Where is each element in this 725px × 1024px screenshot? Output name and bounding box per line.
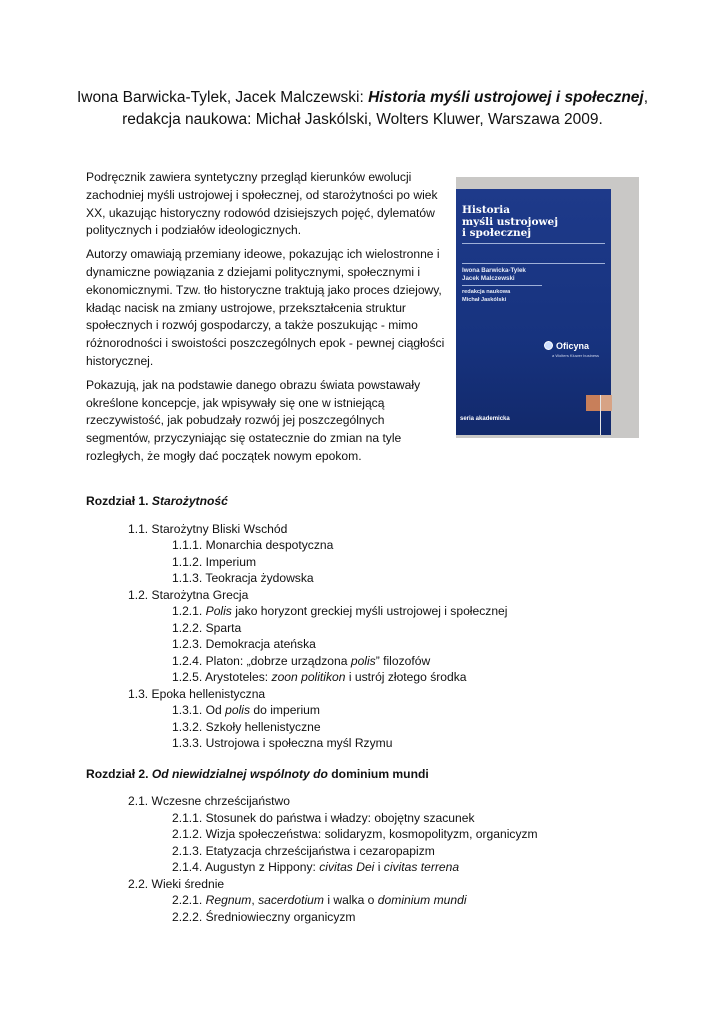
publisher-tagline: a Wolters Kluwer business xyxy=(552,353,600,358)
title-comma: , xyxy=(643,89,649,106)
cover-authors xyxy=(462,267,526,283)
toc-text: , xyxy=(251,893,255,907)
publisher-logo xyxy=(544,341,589,351)
toc-section: 2.2. Wieki średnie xyxy=(128,876,225,891)
cover-author-2: Jacek Malczewski xyxy=(462,275,515,282)
title-book: Historia myśli ustrojowej i społecznej xyxy=(368,89,644,106)
cover-grid-line xyxy=(600,395,640,435)
description-paragraph-2: Autorzy omawiają przemiany ideowe, pokazując ich wielostronne i dynamiczne powiązania z dziejami politycznymi, społecznymi i ekonomicznymi. Tzw. tło historyczne traktują jako proces dziejowy, kładąc nacisk na zmiany ustrojowe, przekształcenia struktur społecznych i rozwój gospodarczy, a także poszukując - mimo różnorodności i swoistości poszczególnych epok - pewnej ciągłości historycznej. xyxy=(86,247,445,368)
chapter-2-heading xyxy=(86,766,646,783)
toc-subsection: 1.2.3. Demokracja ateńska xyxy=(172,637,316,651)
toc-subsection: 2.1.2. Wizja społeczeństwa: solidaryzm, kosmopolityzm, organicyzm xyxy=(172,827,538,841)
book-cover-image xyxy=(456,177,639,438)
toc-text: i xyxy=(377,860,381,874)
chapter-1-heading xyxy=(86,493,646,510)
toc-italic: polis xyxy=(225,703,251,717)
toc-italic: civitas terrena xyxy=(383,860,460,874)
toc-subsection: 1.3.2. Szkoły hellenistyczne xyxy=(172,719,321,734)
toc-italic: sacerdotium xyxy=(258,893,324,907)
title-authors: Iwona Barwicka-Tylek, Jacek Malczewski: xyxy=(76,89,364,106)
chapter-2-label: Rozdział 2. xyxy=(86,766,149,781)
toc-subsection: 1.3.3. Ustrojowa i społeczna myśl Rzymu xyxy=(172,736,393,750)
cover-divider-3 xyxy=(462,285,542,286)
toc-subsection: 1.1.1. Monarchia despotyczna xyxy=(172,538,334,552)
publisher-logo-icon xyxy=(544,341,553,350)
toc-subsection: 2.1.1. Stosunek do państwa i władzy: obojętny szacunek xyxy=(172,810,475,825)
toc-text: jako horyzont greckiej myśli ustrojowej i społecznej xyxy=(235,604,508,618)
toc-subsection: 1.1.3. Teokracja żydowska xyxy=(172,571,314,585)
chapter-2-title-rest: dominium mundi xyxy=(331,766,429,781)
toc-text: 2.1.4. Augustyn z Hippony: xyxy=(172,860,316,874)
toc-text: do imperium xyxy=(253,703,320,717)
toc-text: ” filozofów xyxy=(375,653,431,668)
publisher-name: Oficyna xyxy=(556,341,590,351)
toc-italic: Polis xyxy=(205,604,232,618)
toc-subsection xyxy=(86,603,646,620)
description-paragraph-3: Pokazują, jak na podstawie danego obrazu świata powstawały określone koncepcje, jak wpisywały się one w istniejącą rzeczywistość, jak pobudzały rozwój jej poszczególnych segmentów, przyczyniając się ostatecznie do zmian na tyle rozległych, że mogły dać początek nowym epokom. xyxy=(86,377,421,463)
toc-subsection xyxy=(86,669,646,686)
toc-subsection xyxy=(86,653,646,670)
cover-title-line-1: Historia xyxy=(462,204,510,216)
document-title xyxy=(60,87,665,131)
toc-subsection: 1.1.2. Imperium xyxy=(172,554,257,569)
toc-section: 1.1. Starożytny Bliski Wschód xyxy=(128,521,288,536)
toc-subsection: 2.1.3. Etatyzacja chrześcijaństwa i cezaropapizm xyxy=(172,843,435,858)
toc-text: 1.2.5. Arystoteles: xyxy=(172,670,269,684)
toc-section: 2.1. Wczesne chrześcijaństwo xyxy=(128,794,290,808)
toc-text: i ustrój złotego środka xyxy=(348,670,467,684)
cover-divider-1 xyxy=(462,243,605,244)
toc-italic: Regnum xyxy=(205,893,252,907)
description-paragraph-1: Podręcznik zawiera syntetyczny przegląd kierunków ewolucji zachodniej myśli ustrojowej i społecznej, od starożytności po wiek XX, ukazując historyczny rodowód dzisiejszych pojęć, dylematów politycznych i podziałów ideologicznych. xyxy=(86,170,438,238)
cover-author-1: Iwona Barwicka-Tylek xyxy=(462,267,526,274)
cover-series-label: seria akademicka xyxy=(460,416,510,422)
toc-subsection: 2.2.2. Średniowieczny organicyzm xyxy=(172,909,356,924)
toc-text: i walka o xyxy=(327,893,375,907)
toc-text: 1.3.1. Od xyxy=(172,703,222,717)
toc-italic: dominium mundi xyxy=(377,893,467,907)
toc-italic: zoon politikon xyxy=(271,670,346,684)
chapter-1-label: Rozdział 1. xyxy=(86,494,149,508)
chapter-2-title-italic: Od niewidzialnej wspólnoty do xyxy=(151,766,328,781)
cover-accent-square xyxy=(586,395,600,411)
table-of-contents xyxy=(86,493,646,925)
toc-italic: polis xyxy=(350,653,376,668)
toc-text: 1.2.4. Platon: „dobrze urządzona xyxy=(172,653,348,668)
cover-title-line-2: myśli ustrojowej xyxy=(462,215,559,228)
cover-editor-label: redakcja naukowa xyxy=(462,289,511,295)
toc-number: 1.2.1. xyxy=(172,604,203,618)
cover-title xyxy=(462,205,558,240)
toc-italic: civitas Dei xyxy=(319,860,375,874)
toc-subsection xyxy=(86,892,646,909)
book-description xyxy=(86,169,448,472)
cover-title-line-3: i społecznej xyxy=(462,227,532,239)
toc-subsection xyxy=(86,702,646,719)
toc-number: 2.2.1. xyxy=(172,893,203,907)
toc-subsection: 1.2.2. Sparta xyxy=(172,620,242,635)
toc-subsection xyxy=(86,859,646,876)
cover-divider-2 xyxy=(462,263,605,264)
toc-section: 1.3. Epoka hellenistyczna xyxy=(128,686,266,701)
cover-editor-name: Michał Jaskólski xyxy=(462,296,507,303)
cover-editor xyxy=(462,289,510,304)
title-publication: redakcja naukowa: Michał Jaskólski, Wolters Kluwer, Warszawa 2009. xyxy=(122,111,603,128)
chapter-1-title: Starożytność xyxy=(151,494,228,508)
toc-section: 1.2. Starożytna Grecja xyxy=(128,587,249,602)
